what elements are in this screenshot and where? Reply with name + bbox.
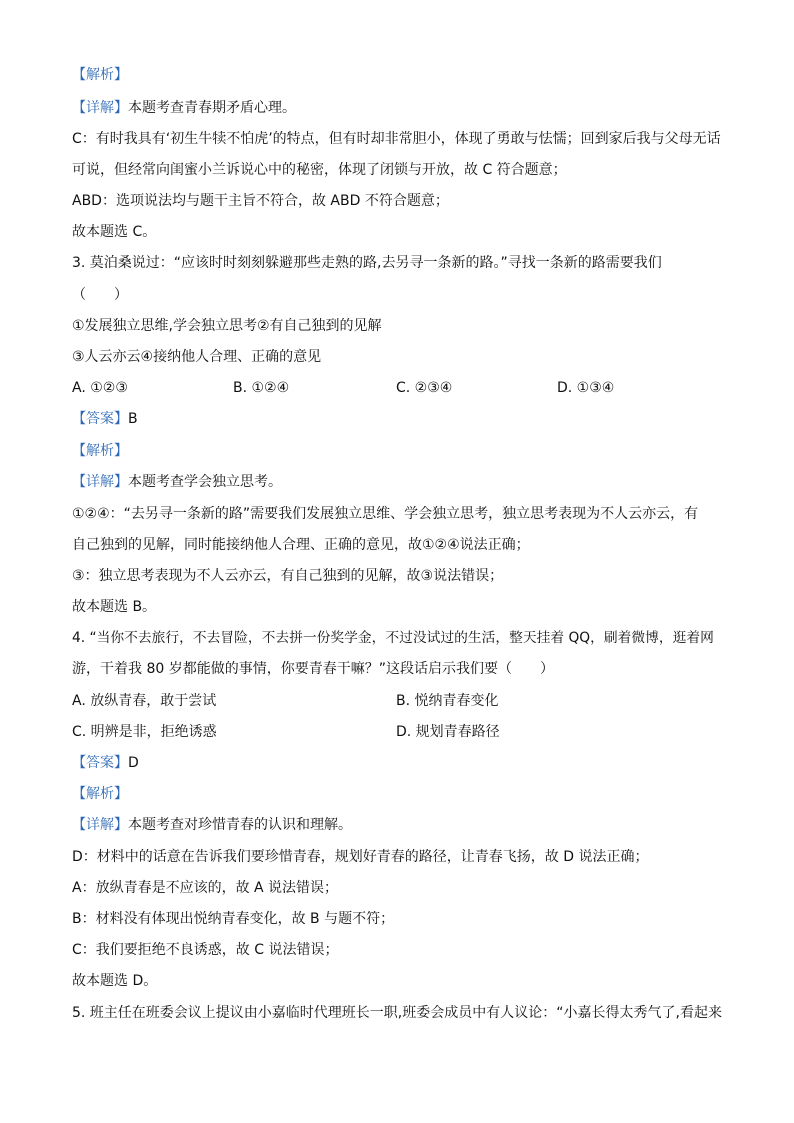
q2-detail: [72, 99, 296, 117]
q2-line-3: ABD：选项说法均与题干主旨不符合，故 ABD 不符合题意；: [72, 193, 449, 209]
q4-line-1: D：材料中的话意在告诉我们要珍惜青春，规划好青春的路径，让青春飞扬，故 D 说法正确；: [72, 849, 649, 865]
q3-answer-tag: 【答案】: [72, 411, 128, 427]
q4-option-a: A. 放纵青春，敢于尝试: [72, 693, 217, 709]
q4-option-b: B. 悦纳青春变化: [396, 693, 499, 709]
q3-line-2: 自己独到的见解，同时能接纳他人合理、正确的意见，故①②④说法正确；: [72, 537, 530, 553]
q4-line-5: 故本题选 D。: [72, 973, 158, 989]
q3-line-4: 故本题选 B。: [72, 599, 157, 615]
q3-detail: [72, 473, 282, 491]
q3-option-a: A. ①②③: [72, 380, 128, 396]
q3-answer-value: B: [128, 411, 138, 427]
q4-line-2: A：放纵青春是不应该的，故 A 说法错误；: [72, 880, 339, 896]
q3-detail-tag: 【详解】: [72, 474, 128, 490]
q4-line-4: C：我们要拒绝不良诱惑，故 C 说法错误；: [72, 942, 339, 958]
q3-line-3: ③：独立思考表现为不人云亦云，有自己独到的见解，故③说法错误；: [72, 568, 504, 584]
q3-answer: [72, 410, 138, 428]
q3-item-2: ③人云亦云④接纳他人合理、正确的意见: [72, 349, 322, 365]
q4-answer-value: D: [128, 755, 139, 771]
q5-stem: 5. 班主任在班委会议上提议由小嘉临时代理班长一职,班委会成员中有人议论：“小嘉长得太秀气了,看起来: [72, 1005, 722, 1021]
q4-answer-tag: 【答案】: [72, 755, 128, 771]
q4-detail-tag: 【详解】: [72, 817, 128, 833]
q3-stem: 3. 莫泊桑说过：“应该时时刻刻躲避那些走熟的路,去另寻一条新的路。”寻找一条新的路需要我们: [72, 255, 662, 271]
q3-option-c: C. ②③④: [396, 380, 453, 396]
q4-line-3: B：材料没有体现出悦纳青春变化，故 B 与题不符；: [72, 911, 395, 927]
q3-item-1: ①发展独立思维,学会独立思考②有自己独到的见解: [72, 318, 382, 334]
q3-detail-text: 本题考查学会独立思考。: [128, 474, 282, 490]
q4-detail: [72, 816, 352, 834]
q3-option-d: D. ①③④: [557, 380, 615, 396]
q2-analysis-tag: 【解析】: [72, 67, 128, 83]
q2-line-4: 故本题选 C。: [72, 224, 157, 240]
q3-blank: （ ）: [72, 287, 128, 303]
q3-analysis-tag: 【解析】: [72, 443, 128, 459]
q2-line-1: C：有时我具有‘初生牛犊不怕虎’的特点，但有时却非常胆小，体现了勇敢与怯懦；回到家后我与父母无话: [72, 131, 721, 147]
q2-detail-tag: 【详解】: [72, 100, 128, 116]
q4-detail-text: 本题考查对珍惜青春的认识和理解。: [128, 817, 352, 833]
q4-analysis-tag: 【解析】: [72, 786, 128, 802]
q3-line-1: ①②④：“去另寻一条新的路”需要我们发展独立思维、学会独立思考，独立思考表现为不人云亦云，有: [72, 506, 699, 522]
q3-option-b: B. ①②④: [233, 380, 290, 396]
q4-option-d: D. 规划青春路径: [396, 724, 500, 740]
q4-option-c: C. 明辨是非，拒绝诱惑: [72, 724, 217, 740]
q4-answer: [72, 754, 139, 772]
q2-line-2: 可说，但经常向闺蜜小兰诉说心中的秘密，体现了闭锁与开放，故 C 符合题意；: [72, 162, 567, 178]
q4-stem-1: 4. “当你不去旅行，不去冒险，不去拼一份奖学金，不过没试过的生活，整天挂着 QQ，刷着微博，逛着网: [72, 630, 714, 646]
q2-detail-text: 本题考查青春期矛盾心理。: [128, 100, 296, 116]
q4-stem-2: 游，干着我 80 岁都能做的事情，你要青春干嘛？”这段话启示我们要（ ）: [72, 661, 554, 677]
